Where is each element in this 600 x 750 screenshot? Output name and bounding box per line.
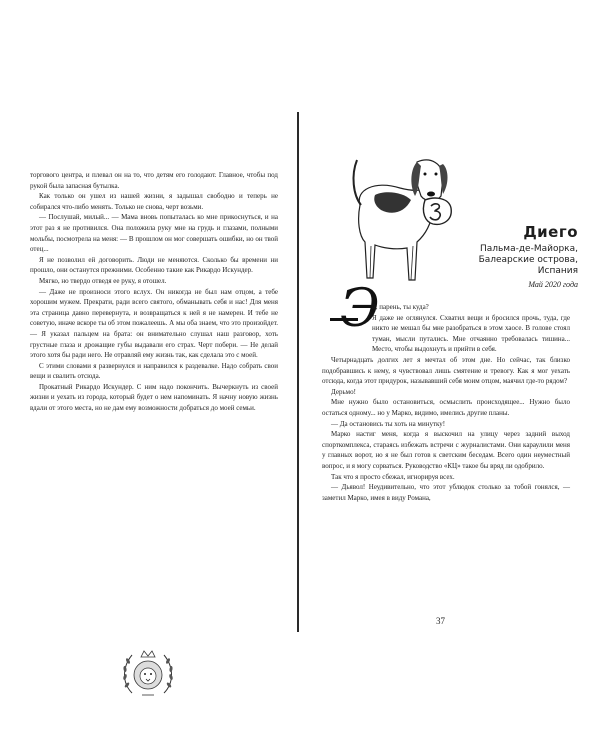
left-page — [30, 170, 278, 414]
right-paragraph: Марко настиг меня, когда я выскочил на улицу через задний выход спорткомплекса, стараясь избежать встречи с журналистами. Они караулили меня у главных ворот, но я не был готов к светским беседам. Всего один неуместный вопрос, и я могу сорваться. Руководство «КЦ» такое бы вряд ли одобрило. — [322, 430, 570, 470]
right-paragraph: Так что я просто сбежал, игнорируя всех. — [331, 472, 455, 481]
left-paragraph: Прокатный Рикардо Искундер. С ним надо покончить. Вычеркнуть из своей жизни и уехать из города, который будет о нем напоминать. Я начну новую жизнь вдали от этого места, но не дам ему возможности добраться до моей семьи. — [30, 382, 278, 413]
right-page-body — [322, 302, 570, 503]
page-number: 37 — [436, 616, 445, 626]
right-paragraph: — Дьявол! Неудивительно, что этот ублюдок столько за тобой гонялся, — заметил Марко, имея в виду Романа, — [322, 483, 570, 502]
left-paragraph: — Послушай, милый... — Мама вновь попыталась ко мне прикоснуться, и на этот раз я не противился. Она положила руку мне на грудь и глазами, полными мольбы, посмотрела на меня: — В прошлом он мог совершать ошибки, но он твой отец... — [30, 213, 278, 254]
lion-emblem-icon — [118, 645, 178, 705]
book-spine — [297, 112, 299, 632]
right-paragraph: Я даже не оглянулся. Схватил вещи и бросился прочь, туда, где никто не мешал бы мне разобраться в этом хаосе. В голове стоял туман, мысли путались. Мне отчаянно требовалась тишина... Место, чтобы выдохнуть и прийти в себя. — [372, 313, 570, 354]
left-paragraph: Как только он ушел из нашей жизни, я задышал свободно и теперь не собирался что-либо менять. Только не снова, черт возьми. — [30, 192, 278, 211]
drop-cap-letter: Э — [340, 279, 380, 339]
left-paragraph: Я не позволил ей договорить. Люди не меняются. Сколько бы времени ни прошло, они останутся прежними. Особенно такие как Рикардо Искундер. — [30, 255, 278, 275]
chapter-place-line: Балеарские острова, — [478, 255, 578, 265]
right-paragraph: Четырнадцать долгих лет я мечтал об этом дне. Но сейчас, так близко подобравшись к нему, я чувствовал лишь смятение и тревогу. Как я мог уехать отсюда, когда этот придурок, называвший себя моим отцом, маячил где-то рядом? — [322, 355, 570, 386]
left-paragraph: — Даже не произноси этого вслух. Он никогда не был нам отцом, а тебе хорошим мужем. Прекрати, ради всего святого, обманывать себя и нас! Для меня эта страница давно перевернута, и возвращаться к ней я не намерен. И тебе не советую, иначе вскоре ты об этом пожалеешь. А мы оба знаем, что это произойдет. — Я указал пальцем на брата: он внимательно слушал наш разговор, хоть грустные глаза и дрожащие губы выдавали его страх. Черт побери. — Не делай этого хотя бы ради него. Не отравляй ему жизнь так, как сделала это с моей. — [30, 287, 278, 360]
right-paragraph: — Да остановись ты хоть на минутку! — [331, 419, 446, 428]
chapter-place-line: Пальма-де-Майорка, — [479, 244, 578, 254]
chapter-name: Диего — [523, 223, 578, 241]
left-paragraph: торгового центра, и плевал он на то, что детям его голодают. Главное, чтобы под рукой была запасная бутылка. — [30, 171, 278, 190]
left-paragraph: Мягко, но твердо отведя ее руку, я отошел. — [39, 276, 167, 285]
chapter-place-line: Испания — [537, 266, 578, 276]
chapter-heading — [466, 223, 578, 289]
right-paragraph: Мне нужно было остановиться, осмыслить происходящее... Нужно было остаться одному... но у Марко, видимо, имелись другие планы. — [322, 398, 570, 417]
left-paragraph: С этими словами я развернулся и направился к раздевалке. Надо собрать свои вещи и свалить отсюда. — [30, 361, 278, 381]
chapter-date: Май 2020 года — [528, 280, 578, 289]
right-paragraph: й, парень, ты куда? — [372, 303, 429, 311]
beagle-dog-icon — [345, 150, 465, 300]
right-paragraph: Дерьмо! — [331, 387, 356, 396]
